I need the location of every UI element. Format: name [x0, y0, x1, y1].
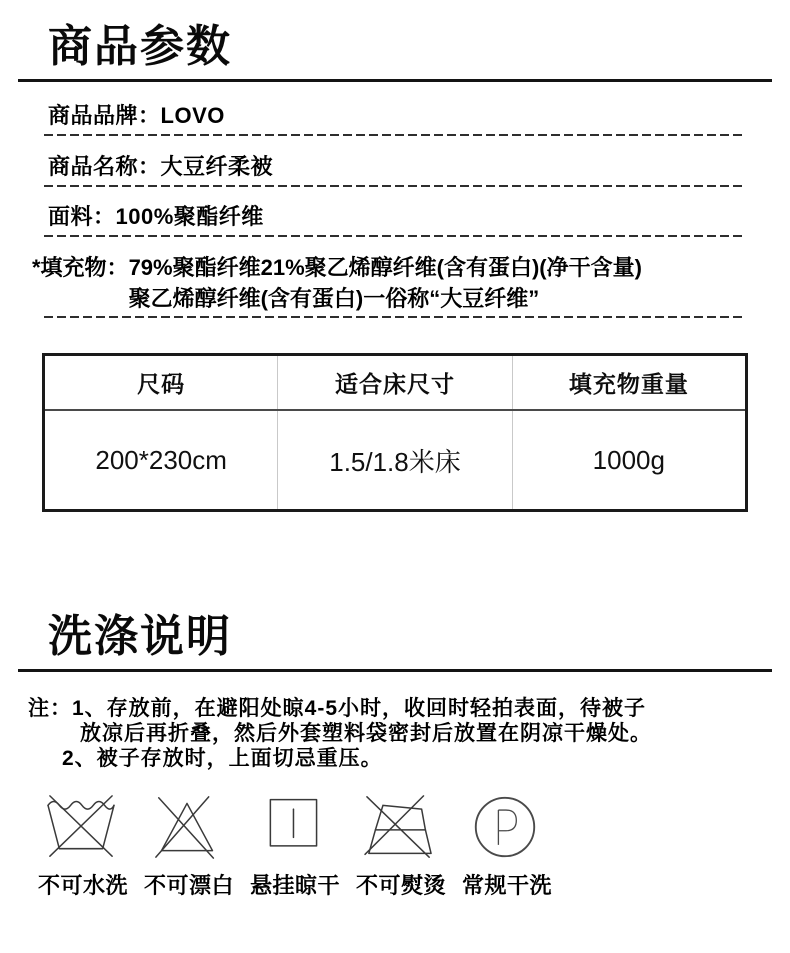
table-cell-fill-weight: 1000g: [512, 410, 746, 511]
table-row: [44, 410, 747, 511]
table-header-size: 尺码: [44, 355, 278, 411]
param-row-filling: [0, 252, 790, 314]
size-spec-table: [42, 353, 748, 512]
table-header-row: [44, 355, 747, 411]
param-row-name: [0, 153, 790, 181]
care-item-dry-clean: [462, 794, 553, 899]
param-label-filling: *填充物：: [32, 255, 129, 280]
param-label-fabric: 面料：: [48, 204, 116, 229]
product-params-section: [0, 22, 790, 512]
washing-instructions-section: [0, 612, 790, 899]
param-label-brand: 商品品牌：: [48, 103, 161, 128]
washing-notes: [0, 696, 790, 771]
no-iron-icon: [360, 794, 438, 860]
care-label: 不可水洗: [38, 873, 129, 898]
dashed-divider: [44, 134, 742, 136]
washing-note-line1: 注：1、存放前，在避阳处晾4-5小时，收回时轻拍表面，待被子: [28, 697, 647, 720]
title-underline: [18, 79, 772, 82]
care-label: 常规干洗: [462, 873, 553, 898]
care-label: 悬挂晾干: [250, 873, 341, 898]
param-label-name: 商品名称：: [48, 154, 161, 179]
hang-dry-icon: [254, 794, 332, 860]
param-value-name: 大豆纤柔被: [160, 154, 274, 179]
washing-note-line3: 2、被子存放时，上面切忌重压。: [62, 747, 383, 770]
table-cell-bed-size: 1.5/1.8米床: [278, 410, 512, 511]
param-value-fabric: 100%聚酯纤维: [115, 204, 264, 229]
table-cell-size: 200*230cm: [95, 444, 227, 475]
dashed-divider: [44, 235, 742, 237]
care-item-no-wash: [38, 794, 129, 899]
param-row-brand: [0, 102, 790, 130]
dry-clean-icon: [466, 794, 544, 860]
care-icons-row: [0, 794, 790, 899]
section-title-params: 商品参数: [48, 22, 232, 71]
care-item-no-bleach: [144, 794, 235, 899]
no-wash-icon: [42, 794, 120, 860]
dashed-divider: [44, 316, 742, 318]
table-header-bed-size: 适合床尺寸: [278, 355, 512, 411]
care-label: 不可漂白: [144, 873, 235, 898]
param-row-fabric: [0, 203, 790, 231]
care-item-no-iron: [356, 794, 447, 899]
section-title-washing: 洗涤说明: [48, 612, 232, 661]
care-label: 不可熨烫: [356, 873, 447, 898]
param-value-brand: LOVO: [160, 103, 225, 128]
param-value-filling-line2: 聚乙烯醇纤维(含有蛋白)一俗称“大豆纤维”: [128, 286, 540, 311]
product-detail-page: [0, 22, 790, 953]
care-item-hang-dry: [250, 794, 341, 899]
washing-note-line2: 放凉后再折叠，然后外套塑料袋密封后放置在阴凉干燥处。: [80, 722, 652, 745]
no-bleach-icon: [148, 794, 226, 860]
title-underline: [18, 669, 772, 672]
table-header-fill-weight: 填充物重量: [512, 355, 746, 411]
dashed-divider: [44, 185, 742, 187]
param-value-filling-line1: 79%聚酯纤维21%聚乙烯醇纤维(含有蛋白)(净干含量): [128, 255, 642, 280]
